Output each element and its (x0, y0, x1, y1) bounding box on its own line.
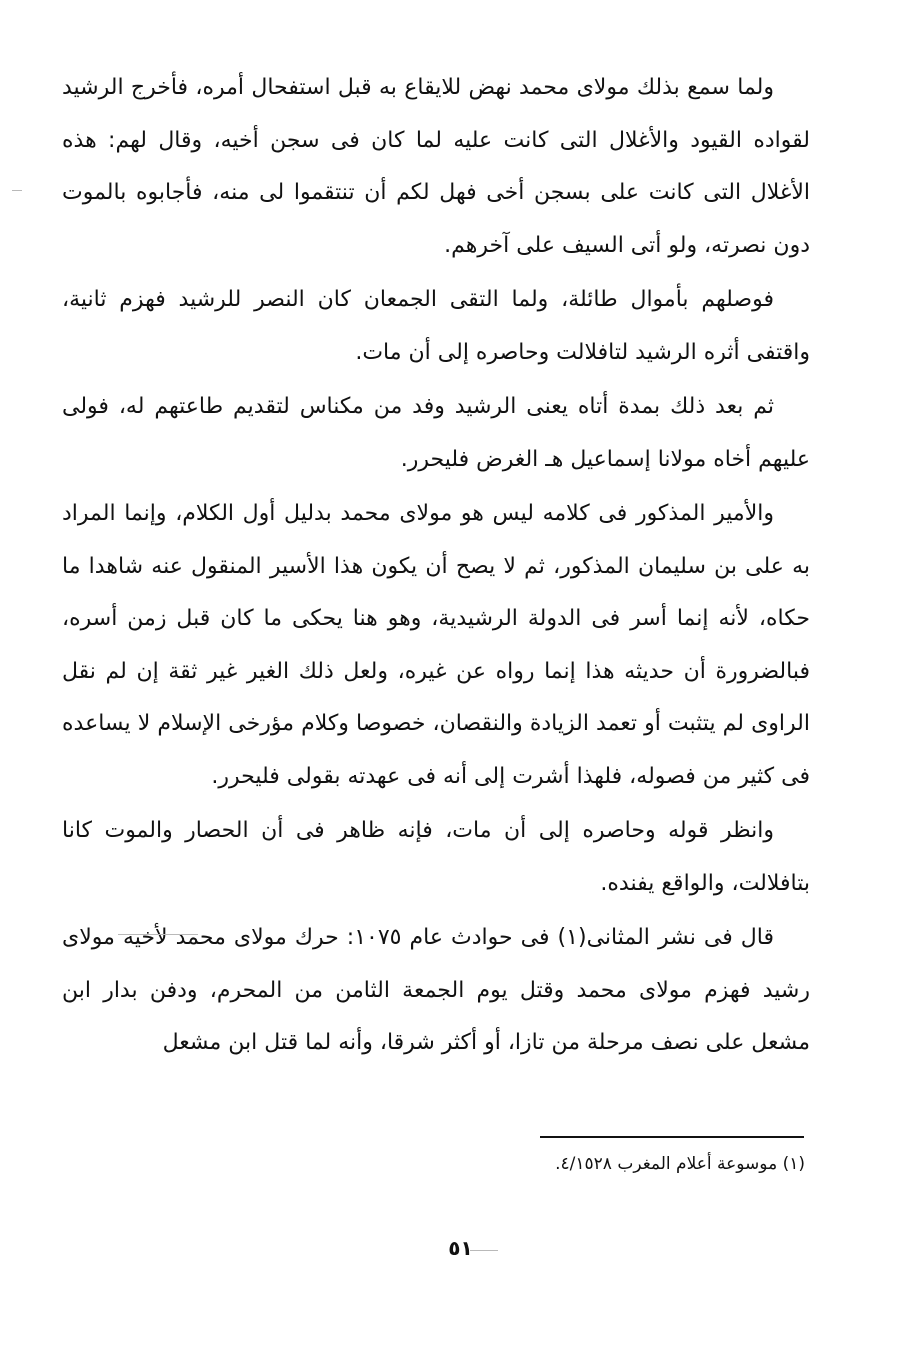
footnote: (١) موسوعة أعلام المغرب ٤/١٥٢٨. (555, 1154, 805, 1174)
footnote-separator (540, 1136, 804, 1138)
paragraph-1: ولما سمع بذلك مولاى محمد نهض للايقاع به قبل استفحال أمره، فأخرج الرشيد لقواده القيود والأغلال التى كانت عليه لما كان فى سجن أخيه، وقال لهم: هذه الأغلال التى كانت على بسجن أخى فهل لكم أن تنتقموا لى منه، فأجابوه بالموت دون نصرته، ولو أتى السيف على آخرهم. (62, 75, 810, 258)
paragraph-3: ثم بعد ذلك بمدة أتاه يعنى الرشيد وفد من مكناس لتقديم طاعتهم له، فولى عليهم أخاه مولانا إسماعيل هـ الغرض فليحرر. (62, 394, 810, 472)
paragraph-2: فوصلهم بأموال طائلة، ولما التقى الجمعان كان النصر للرشيد فهزم ثانية، واقتفى أثره الرشيد لتافلالت وحاصره إلى أن مات. (62, 287, 810, 365)
paragraph-6: قال فى نشر المثانى(١) فى حوادث عام ١٠٧٥: حرك مولاى محمد لأخيه مولاى رشيد فهزم مولاى محمد وقتل يوم الجمعة الثامن من المحرم، ودفن بدار ابن مشعل على نصف مرحلة من تازا، أو أكثر شرقا، وأنه لما قتل ابن مشعل (62, 925, 810, 1055)
page-body (62, 62, 810, 1072)
scan-mark (118, 934, 198, 935)
paragraph-5: وانظر قوله وحاصره إلى أن مات، فإنه ظاهر فى أن الحصار والموت كانا بتافلالت، والواقع يفنده. (62, 818, 810, 896)
page-number: ٥١ (448, 1236, 473, 1260)
scan-mark (12, 190, 22, 191)
paragraph-4: والأمير المذكور فى كلامه ليس هو مولاى محمد بدليل أول الكلام، وإنما المراد به على بن سليمان المذكور، ثم لا يصح أن يكون هذا الأسير المنقول عنه شاهدا ما حكاه، لأنه إنما أسر فى الدولة الرشيدية، وهو هنا يحكى ما كان قبل زمن أسره، فبالضرورة أن حديثه هذا إنما رواه عن غيره، ولعل ذلك الغير غير ثقة إن لم نقل الراوى لم يتثبت أو تعمد الزيادة والنقصان، خصوصا وكلام مؤرخى الإسلام لا يساعده فى كثير من فصوله، فلهذا أشرت إلى أنه فى عهدته بقولى فليحرر. (62, 501, 810, 789)
